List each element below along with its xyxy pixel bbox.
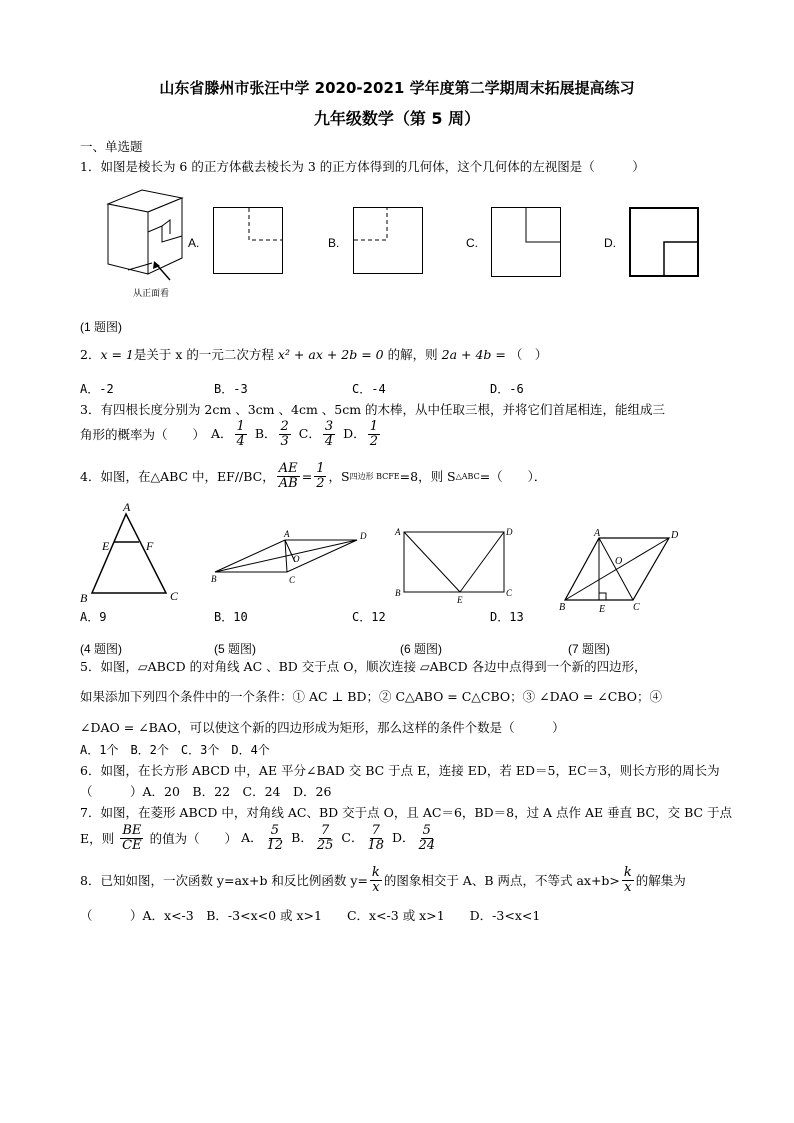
q7-option-c[interactable]: C． $\frac{7}{18}$	[341, 823, 385, 853]
fig7-label-d: D	[671, 530, 679, 541]
q3-option-d[interactable]: D． $\frac{1}{2}$	[343, 419, 378, 449]
q2-option-a[interactable]: A．-2	[80, 382, 114, 396]
q6-line1: 6．如图，在长方形 ABCD 中，AE 平分∠BAD 交 BC 于点 E，连接 ED，若 ED＝5，EC＝3，则长方形的周长为	[80, 763, 720, 778]
q1-view-a	[213, 207, 285, 275]
q7-line2: E，则 $\frac{BE}{CE}$ 的值为（ ） A． $\frac{5}{12}$ B． $\frac{7}{25}$ C． $\frac{7}{18}$ D． $\frac{5}{24}$	[80, 824, 439, 853]
q1-option-a[interactable]: A.	[188, 236, 200, 250]
fig6-label-a: A	[395, 527, 401, 537]
fig7-label-a: A	[594, 528, 601, 539]
fig5-label-a: A	[284, 529, 290, 539]
q6-line2[interactable]: （ ）A．20 B．22 C．24 D．26	[80, 784, 332, 799]
q1-option-b[interactable]: B.	[328, 236, 340, 250]
page-title: 山东省滕州市张汪中学 2020-2021 学年度第二学期周末拓展提高练习	[159, 79, 635, 97]
q7-line1: 7．如图，在菱形 ABCD 中，对角线 AC、BD 交于点 O，且 AC＝6，BD＝8，过 A 点作 AE 垂直 BC，交 BC 于点	[80, 805, 733, 820]
fig7-caption: (7 题图)	[568, 642, 611, 656]
q5-line3: ∠DAO = ∠BAO，可以使这个新的四边形成为矩形，那么这样的条件个数是（ ）	[80, 720, 565, 735]
q1-view-c	[491, 207, 563, 279]
fig5-label-d: D	[360, 531, 367, 541]
fig4-label-a: A	[123, 500, 131, 514]
fig7-label-e: E	[599, 604, 606, 615]
fig6-label-e: E	[457, 595, 463, 605]
q3-option-c[interactable]: C． $\frac{3}{4}$	[298, 419, 334, 449]
q2-option-b[interactable]: B．-3	[214, 382, 248, 396]
q7-option-d[interactable]: D． $\frac{5}{24}$	[392, 823, 436, 853]
q7-option-a[interactable]: A． $\frac{5}{12}$	[241, 823, 284, 853]
fig4-label-c: C	[170, 589, 179, 603]
q1-option-c[interactable]: C.	[466, 236, 478, 250]
q3-option-a[interactable]: A． $\frac{1}{4}$	[211, 419, 245, 449]
fig6-label-c: C	[506, 588, 513, 598]
q2-option-d[interactable]: D．-6	[490, 382, 524, 396]
q1-view-d	[629, 207, 701, 279]
q4-option-a[interactable]: A．9	[80, 610, 107, 624]
q5-line2: 如果添加下列四个条件中的一个条件：① AC ⊥ BD；② C△ABO = C△CBO；③ ∠DAO = ∠CBO；④	[80, 689, 663, 704]
q1-view-label: 从正面看	[133, 288, 170, 298]
section-heading: 一、单选题	[80, 139, 143, 154]
q4-option-c[interactable]: C．12	[352, 610, 386, 624]
q4-option-b[interactable]: B．10	[214, 610, 248, 624]
fig6-label-b: B	[395, 588, 401, 598]
q7-option-b[interactable]: B． $\frac{7}{25}$	[291, 823, 334, 853]
q1-caption: (1 题图)	[80, 320, 123, 334]
fig5-label-o: O	[293, 554, 300, 564]
fig6-label-d: D	[506, 527, 513, 537]
page-subtitle: 九年级数学（第 5 周）	[313, 109, 481, 128]
q2-stem: 2．x = 1是关于 x 的一元二次方程 x² + ax + 2b = 0 的解，则 2a + 4b = （ ）	[80, 347, 548, 362]
fig5-caption: (5 题图)	[214, 642, 257, 656]
fig5-label-b: B	[211, 574, 217, 584]
fig5-parallelogram	[205, 528, 380, 588]
q1-stem: 1．如图是棱长为 6 的正方体截去棱长为 3 的正方体得到的几何体，这个几何体的左视图是（ ）	[80, 159, 645, 174]
q5-line1: 5．如图，▱ABCD 的对角线 AC 、BD 交于点 O，顺次连接 ▱ABCD 各边中点得到一个新的四边形，	[80, 659, 647, 674]
fig7-label-b: B	[559, 602, 566, 613]
q4-stem: 4．如图，在△ABC 中，EF//BC， $\frac{AE}{AB}$ = $\frac{1}{2}$ ，S 四边形 BCFE =8，则 S △ABC =（ ）．	[80, 461, 547, 491]
fig7-label-c: C	[633, 602, 640, 613]
fig4-triangle	[80, 500, 190, 605]
q3-option-b[interactable]: B． $\frac{2}{3}$	[254, 419, 289, 449]
fig4-caption: (4 题图)	[80, 642, 123, 656]
q4-option-d[interactable]: D．13	[490, 610, 524, 624]
q1-option-d[interactable]: D.	[604, 236, 616, 250]
fig4-label-b: B	[80, 591, 88, 605]
q8-line1: 8．已知如图，一次函数 y=ax+b 和反比例函数 y= $\frac{k}{x}$ 的图象相交于 A、B 两点，不等式 ax+b> $\frac{k}{x}$ 的解集为	[80, 865, 686, 895]
q5-options[interactable]: A．1个 B．2个 C．3个 D．4个	[80, 743, 270, 757]
q2-option-c[interactable]: C．-4	[352, 382, 386, 396]
q1-view-b	[353, 207, 425, 275]
fig5-label-c: C	[289, 575, 296, 585]
fig7-label-o: O	[615, 556, 623, 567]
q3-line2: 角形的概率为（ ） A． $\frac{1}{4}$ B． $\frac{2}{3}$ C． $\frac{3}{4}$ D． $\frac{1}{2}$	[80, 420, 382, 449]
fig7-rhombus	[555, 528, 685, 616]
fig6-rectangle	[392, 526, 517, 604]
fig4-label-e: E	[102, 539, 110, 553]
fig6-caption: (6 题图)	[400, 642, 443, 656]
q8-line2[interactable]: （ ）A．x<-3 B．-3<x<0 或 x>1 C．x<-3 或 x>1 D．-3<x<1	[80, 908, 541, 923]
fig4-label-f: F	[146, 539, 154, 553]
q3-line1: 3．有四根长度分别为 2cm 、3cm 、4cm 、5cm 的木棒，从中任取三根，并将它们首尾相连，能组成三	[80, 402, 666, 417]
